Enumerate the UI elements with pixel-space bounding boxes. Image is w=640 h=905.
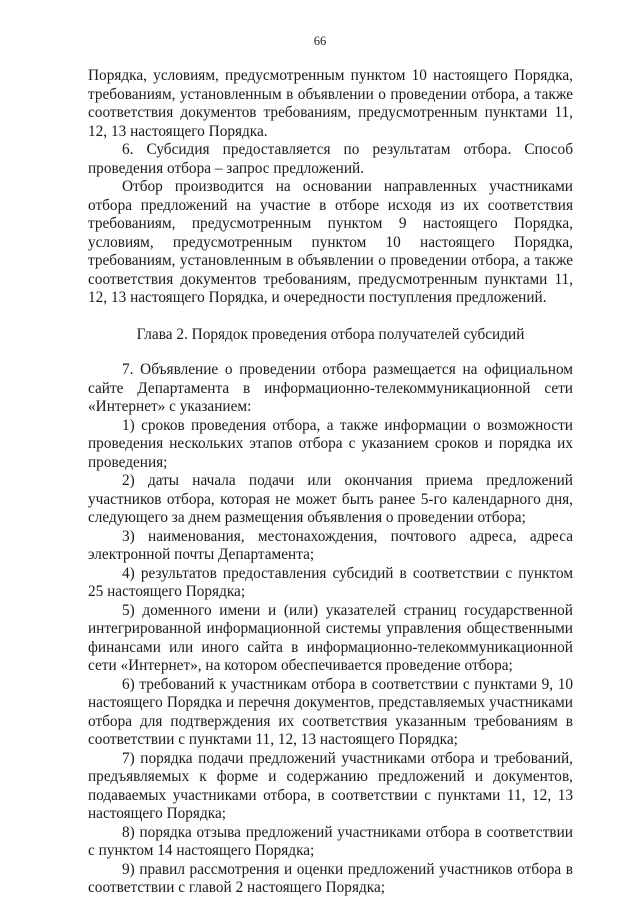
page-content (88, 67, 573, 898)
paragraph-item-6: 6. Субсидия предоставляется по результатам отбора. Способ проведения отбора – запрос предложений. (88, 141, 573, 177)
list-item-8: 8) порядка отзыва предложений участниками отбора в соответствии с пунктом 14 настоящего Порядка; (88, 823, 573, 859)
list-item-7: 7) порядка подачи предложений участниками отбора и требований, предъявляемых к форме и содержанию предложений и документов, подаваемых участниками отбора, в соответствии с пунктами 11, 12, 13 настоящего Порядка; (88, 749, 573, 822)
list-item-9: 9) правил рассмотрения и оценки предложений участников отбора в соответствии с главой 2 настоящего Порядка; (88, 860, 573, 896)
list-item-2: 2) даты начала подачи или окончания приема предложений участников отбора, которая не может быть ранее 5-го календарного дня, следующего за днем размещения объявления о проведении отбора; (88, 472, 573, 526)
list-item-4: 4) результатов предоставления субсидий в соответствии с пунктом 25 настоящего Порядка; (88, 564, 573, 600)
list-item-6: 6) требований к участникам отбора в соответствии с пунктами 9, 10 настоящего Порядка и перечня документов, представляемых участниками отбора для подтверждения их соответствия указанным требованиям в соответствии с пунктами 11, 12, 13 настоящего Порядка; (88, 675, 573, 748)
paragraph-selection-basis: Отбор производится на основании направленных участниками отбора предложений на участие в отборе исходя из их соответствия требованиям, предусмотренным пунктом 9 настоящего Порядка, условиям, предусмотренным пунктом 10 настоящего Порядка, требованиям, установленным в объявлении о проведении отбора, а также соответствия документов требованиям, предусмотренным пунктами 11, 12, 13 настоящего Порядка, и очередности поступления предложений. (88, 178, 573, 306)
list-item-1: 1) сроков проведения отбора, а также информации о возможности проведения нескольких этапов отбора с указанием сроков и порядка их проведения; (88, 416, 573, 471)
paragraph-continuation: Порядка, условиям, предусмотренным пунктом 10 настоящего Порядка, требованиям, установленным в объявлении о проведении отбора, а также соответствия документов требованиям, предусмотренным пунктами 11, 12, 13 настоящего Порядка. (88, 67, 573, 140)
chapter-heading: Глава 2. Порядок проведения отбора получателей субсидий (136, 325, 525, 343)
paragraph-item-7: 7. Объявление о проведении отбора размещается на официальном сайте Департамента в информационно-телекоммуникационной сети «Интернет» с указанием: (88, 361, 573, 415)
list-item-3: 3) наименования, местонахождения, почтового адреса, адреса электронной почты Департамента; (88, 527, 573, 563)
page-number: 66 (313, 34, 327, 48)
list-item-5: 5) доменного имени и (или) указателей страниц государственной интегрированной информационной системы управления общественными финансами или иного сайта в информационно-телекоммуникационной сети «Интернет», на котором обеспечивается проведение отбора; (88, 601, 573, 674)
